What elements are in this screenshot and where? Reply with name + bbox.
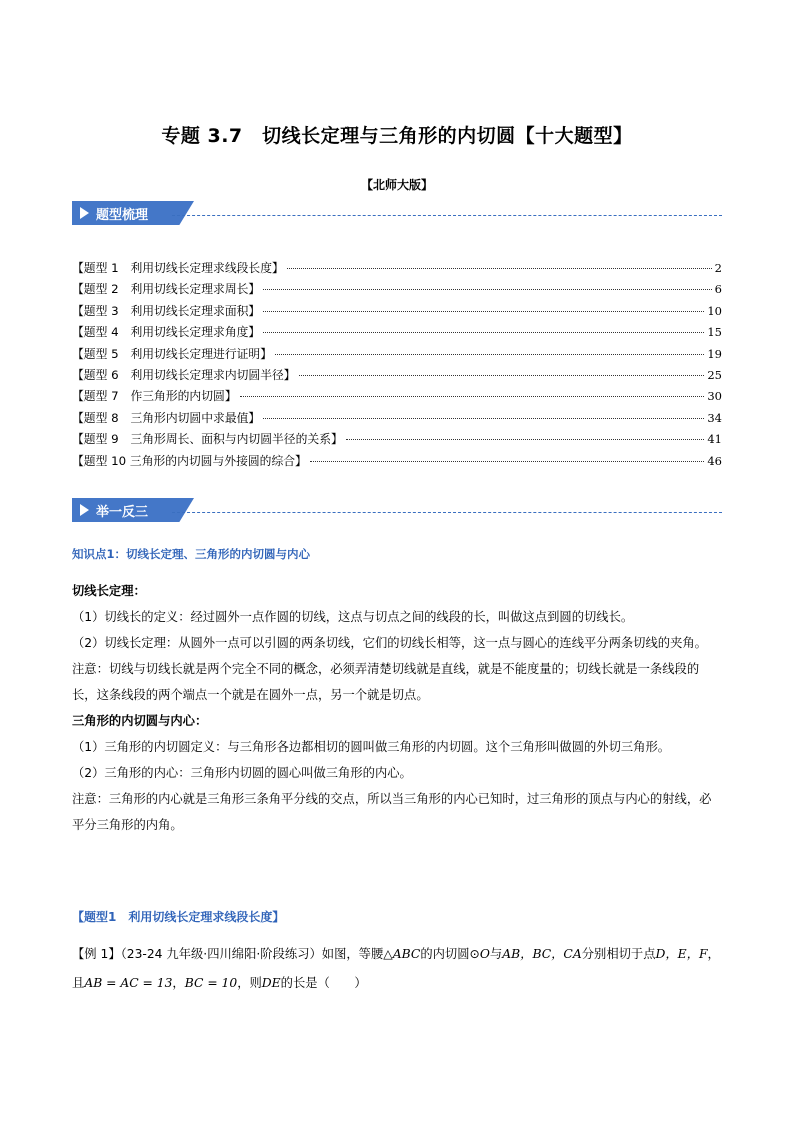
toc-page-number: 15 <box>707 325 722 340</box>
math-de: DE <box>261 976 281 990</box>
document-title: 专题 3.7 切线长定理与三角形的内切圆【十大题型】 <box>161 125 633 147</box>
example-prefix: 【例 1】（23-24 九年级·四川绵阳·阶段练习）如图，等腰 <box>72 947 384 961</box>
banner-label: 题型梳理 <box>96 208 149 223</box>
toc-entry[interactable] <box>72 302 722 323</box>
toc-page-number: 10 <box>707 303 722 318</box>
tangent-definition: （1）切线长的定义：经过圆外一点作圆的切线，这点与切点之间的线段的长，叫做这点到圆的切线长。 <box>72 610 634 624</box>
toc-page-number: 6 <box>714 282 722 297</box>
play-icon <box>80 504 89 516</box>
tangent-theorem: （2）切线长定理：从圆外一点可以引圆的两条切线，它们的切线长相等，这一点与圆心的连线平分两条切线的夹角。 <box>72 636 707 650</box>
toc-entry[interactable] <box>72 430 722 451</box>
toc-label: 【题型 2 利用切线长定理求周长】 <box>72 282 261 297</box>
incircle-note: 注意：三角形的内心就是三角形三条角平分线的交点，所以当三角形的内心已知时，过三角形的顶点与内心的射线，必平分三角形的内角。 <box>72 792 712 832</box>
toc-label: 【题型 4 利用切线长定理求角度】 <box>72 325 261 340</box>
toc-leader-dots <box>287 268 712 269</box>
example-text: 分别相切于点 <box>581 947 656 961</box>
toc-label: 【题型 3 利用切线长定理求面积】 <box>72 303 261 318</box>
toc-leader-dots <box>263 289 711 290</box>
toc-label: 【题型 1 利用切线长定理求线段长度】 <box>72 261 284 275</box>
toc-label: 【题型 5 利用切线长定理进行证明】 <box>72 346 273 361</box>
toc-entry[interactable] <box>72 409 722 430</box>
example-text: 的内切圆 <box>420 947 470 961</box>
toc-page-number: 34 <box>707 410 722 425</box>
triangle-symbol: △ <box>383 947 393 961</box>
toc-entry[interactable] <box>72 452 722 473</box>
toc-leader-dots <box>240 396 705 397</box>
toc-page-number: 25 <box>707 367 722 382</box>
example-text: ， <box>172 976 185 990</box>
toc-label: 【题型 7 作三角形的内切圆】 <box>72 389 237 404</box>
example-text: 的长是（ ） <box>280 976 367 990</box>
toc-leader-dots <box>263 418 704 419</box>
math-abc: ABC <box>392 947 421 961</box>
toc-leader-dots <box>310 461 705 462</box>
example-text: 与 <box>489 947 503 961</box>
example-text: ，且 <box>72 947 720 990</box>
banner-label: 举一反三 <box>96 505 149 520</box>
toc-leader-dots <box>299 375 705 376</box>
toc-entry[interactable] <box>72 366 722 387</box>
toc-label: 【题型 10 三角形的内切圆与外接圆的综合】 <box>72 453 307 468</box>
incircle-title: 三角形的内切圆与内心： <box>72 714 208 728</box>
toc-page-number: 41 <box>707 432 722 447</box>
dashed-divider <box>172 512 722 513</box>
toc-leader-dots <box>263 332 704 333</box>
example-text: ，则 <box>237 976 262 990</box>
toc-page-number: 2 <box>714 261 722 275</box>
example-1 <box>72 940 722 998</box>
incenter-definition: （2）三角形的内心：三角形内切圆的圆心叫做三角形的内心。 <box>72 766 412 780</box>
toc-entry[interactable] <box>72 323 722 344</box>
math-points: D，E，F <box>655 947 708 961</box>
math-condition-2: BC = 10 <box>184 976 238 990</box>
toc-leader-dots <box>263 311 704 312</box>
circle-symbol: ⊙ <box>469 947 480 961</box>
knowledge-body <box>72 578 722 838</box>
edition-label: 【北师大版】 <box>360 178 433 192</box>
toc-leader-dots <box>346 439 705 440</box>
question-type-heading: 【题型1 利用切线长定理求线段长度】 <box>72 910 285 924</box>
toc-entry[interactable] <box>72 280 722 301</box>
table-of-contents <box>72 259 722 473</box>
knowledge-point-heading: 知识点1：切线长定理、三角形的内切圆与内心 <box>72 547 310 561</box>
toc-page-number: 19 <box>707 346 722 361</box>
math-sides: AB，BC，CA <box>502 947 582 961</box>
toc-entry[interactable] <box>72 345 722 366</box>
play-icon <box>80 207 89 219</box>
toc-entry[interactable] <box>72 387 722 408</box>
toc-page-number: 30 <box>707 389 722 404</box>
dashed-divider <box>172 215 722 216</box>
toc-page-number: 46 <box>707 453 722 468</box>
toc-label: 【题型 8 三角形内切圆中求最值】 <box>72 410 261 425</box>
toc-entry[interactable] <box>72 259 722 280</box>
tangent-title: 切线长定理： <box>72 584 146 598</box>
toc-label: 【题型 9 三角形周长、面积与内切圆半径的关系】 <box>72 432 343 447</box>
math-condition-1: AB = AC = 13 <box>84 976 173 990</box>
toc-leader-dots <box>275 354 704 355</box>
toc-label: 【题型 6 利用切线长定理求内切圆半径】 <box>72 367 296 382</box>
incircle-definition: （1）三角形的内切圆定义：与三角形各边都相切的圆叫做三角形的内切圆。这个三角形叫做圆的外切三角形。 <box>72 740 671 754</box>
tangent-note: 注意：切线与切线长就是两个完全不同的概念，必须弄清楚切线就是直线，就是不能度量的；切线长就是一条线段的长，这条线段的两个端点一个就是在圆外一点，另一个就是切点。 <box>72 662 700 702</box>
math-o: O <box>479 947 490 961</box>
